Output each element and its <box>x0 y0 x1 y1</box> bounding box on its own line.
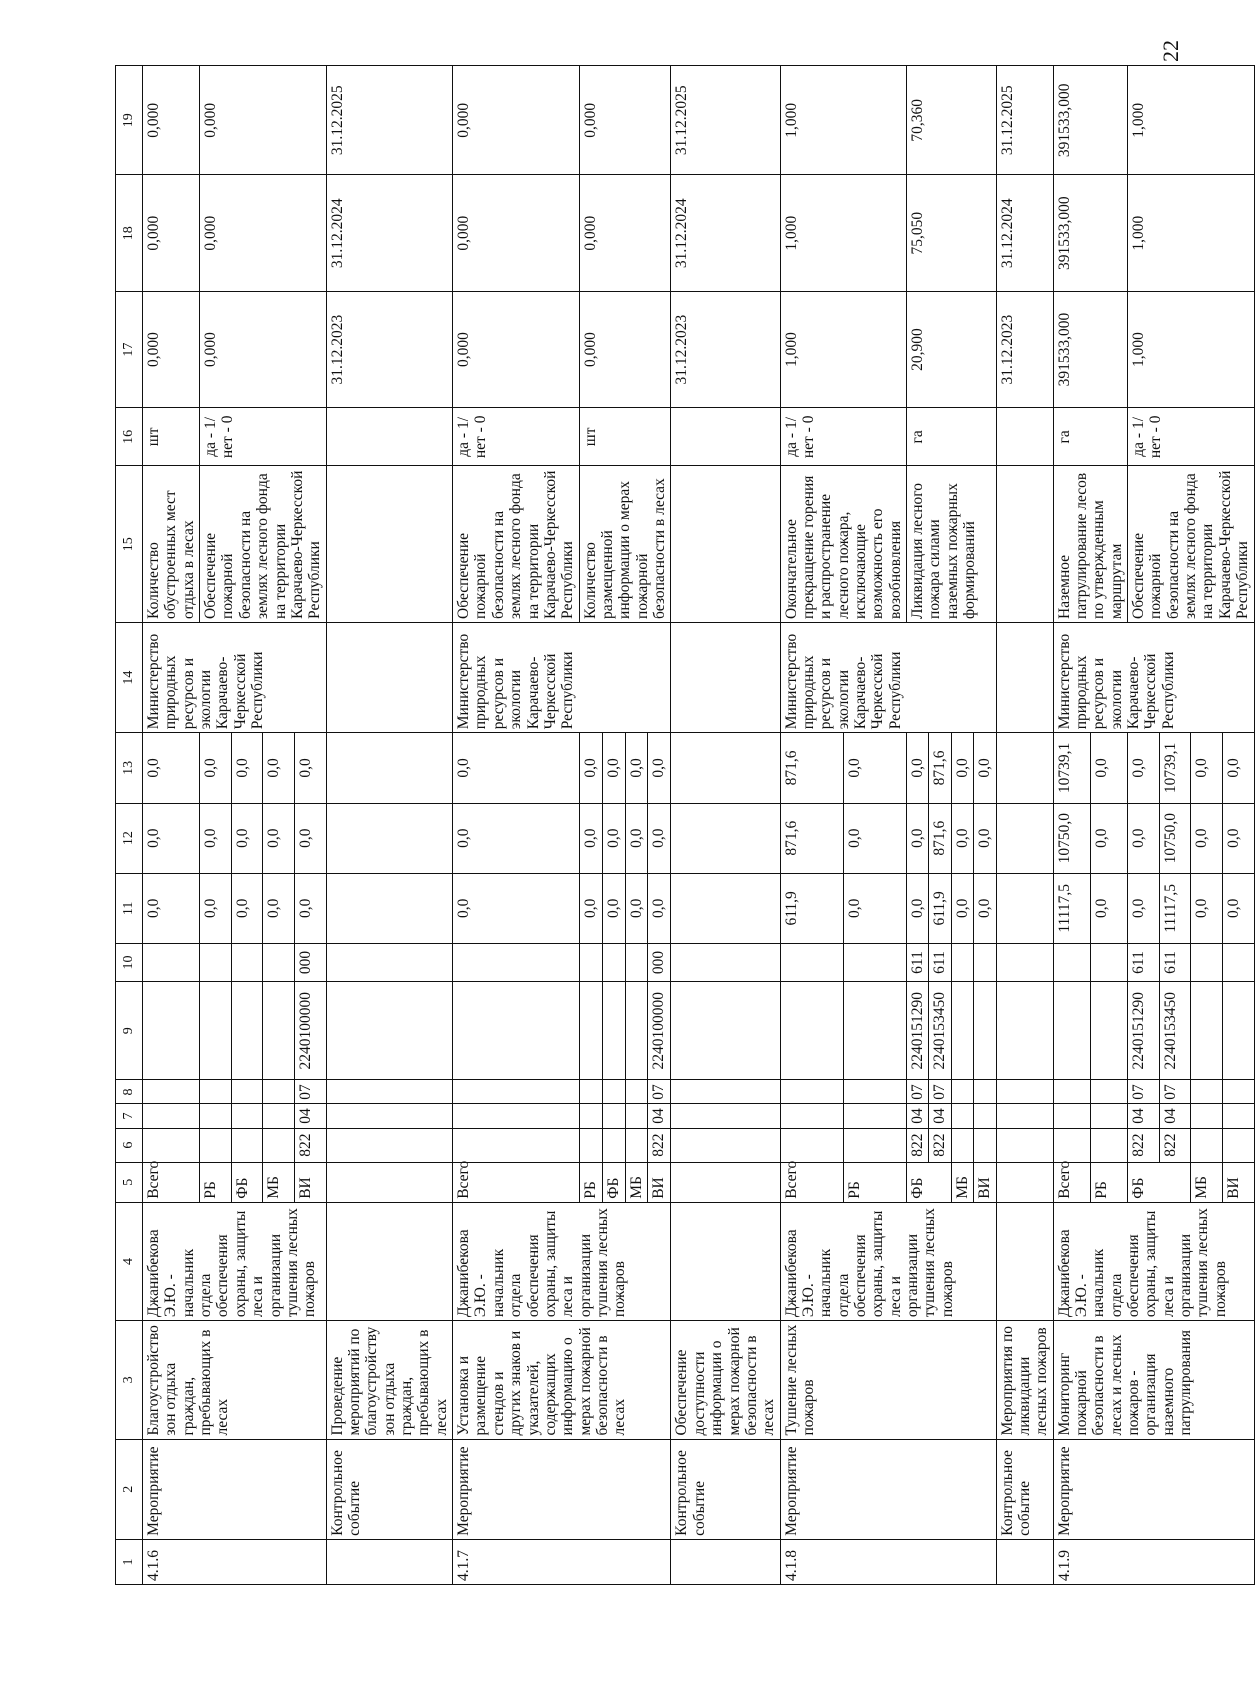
value-2023: 0,0 <box>1222 873 1254 943</box>
code-cell <box>143 1128 200 1162</box>
code-grbs: 822 <box>1128 1128 1160 1162</box>
measure-type: Мероприятие <box>780 1439 996 1539</box>
indicator-2025: 0,000 <box>143 66 200 176</box>
value-2023: 611,9 <box>780 873 843 943</box>
indicator-name: Количество обустроенных мест отдыха в лесах <box>143 466 200 623</box>
value-2023: 611,9 <box>929 873 951 943</box>
value-2023: 0,0 <box>974 873 996 943</box>
value-2024: 0,0 <box>1090 803 1127 873</box>
code-rz: 04 <box>648 1104 671 1128</box>
code-grbs: 822 <box>648 1128 671 1162</box>
indicator-2023: 20,900 <box>907 291 996 407</box>
value-2025: 0,0 <box>974 733 996 803</box>
indicator-2024: 1,000 <box>1128 175 1255 291</box>
code-csr: 2240153450 <box>929 982 951 1080</box>
responsible-person: Джанибекова Э.Ю. - начальник отдела обеспечения охраны, защиты леса и организации тушения лесных пожаров <box>453 1202 671 1320</box>
indicator-2024: 391533,000 <box>1053 175 1127 291</box>
executor: Министерство природных ресурсов и экологии Карачаево-Черкесской Республики <box>453 622 671 732</box>
code-csr: 2240100000 <box>294 982 326 1080</box>
funding-source: ФБ <box>1128 1162 1191 1202</box>
control-event-name: Проведение мероприятий по благоустройству зон отдыха граждан, пребывающих в лесах <box>326 1321 453 1439</box>
value-2025: 0,0 <box>200 733 232 803</box>
code-pr: 07 <box>1159 1080 1191 1104</box>
value-2025: 0,0 <box>1128 733 1160 803</box>
control-event-row <box>996 66 1053 1585</box>
indicator-unit: да - 1/ нет - 0 <box>453 408 580 466</box>
indicator-2023: 0,000 <box>200 291 327 407</box>
value-2023: 11117,5 <box>1053 873 1090 943</box>
indicator-2025: 0,000 <box>453 66 580 176</box>
value-2024: 0,0 <box>1222 803 1254 873</box>
measure-number: 4.1.6 <box>143 1539 327 1584</box>
funding-source: МБ <box>263 1162 295 1202</box>
indicator-name: Обеспечение пожарной безопасности на землях лесного фонда на территории Карачаево-Черкесской Республики <box>1128 466 1255 623</box>
col-header: 16 <box>116 408 143 466</box>
value-2024: 0,0 <box>200 803 232 873</box>
indicator-name: Обеспечение пожарной безопасности на землях лесного фонда на территории Карачаево-Черкесской Республики <box>200 466 327 623</box>
measure-type: Мероприятие <box>143 1439 327 1539</box>
value-2025: 0,0 <box>907 733 929 803</box>
control-date-2024: 31.12.2024 <box>326 175 453 291</box>
indicator-2025: 1,000 <box>780 66 907 176</box>
value-2023: 0,0 <box>143 873 200 943</box>
executor: Министерство природных ресурсов и экологии Карачаево-Черкесской Республики <box>143 622 327 732</box>
code-grbs: 822 <box>1159 1128 1191 1162</box>
value-2024: 0,0 <box>602 803 625 873</box>
measure-number: 4.1.9 <box>1053 1539 1254 1584</box>
code-pr: 07 <box>929 1080 951 1104</box>
funding-source: МБ <box>625 1162 648 1202</box>
code-cell <box>143 943 200 981</box>
code-pr: 07 <box>1128 1080 1160 1104</box>
value-2024: 0,0 <box>625 803 648 873</box>
code-csr: 2240100000 <box>648 982 671 1080</box>
indicator-2023: 1,000 <box>780 291 907 407</box>
value-2025: 0,0 <box>602 733 625 803</box>
value-2025: 0,0 <box>843 733 906 803</box>
code-vr: 611 <box>907 943 929 981</box>
value-2023: 0,0 <box>1128 873 1160 943</box>
indicator-2023: 391533,000 <box>1053 291 1127 407</box>
code-cell <box>143 982 200 1080</box>
funding-source: Всего <box>143 1162 200 1202</box>
measure-name: Установка и размещение стендов и других знаков и указателей, содержащих информацию о мерах пожарной безопасности в лесах <box>453 1321 671 1439</box>
value-2024: 0,0 <box>453 803 580 873</box>
control-event-row <box>326 66 453 1585</box>
value-2024: 0,0 <box>263 803 295 873</box>
value-2025: 10739,1 <box>1159 733 1191 803</box>
measure-row <box>143 66 200 1585</box>
value-2025: 10739,1 <box>1053 733 1090 803</box>
code-vr: 611 <box>1128 943 1160 981</box>
col-header: 13 <box>116 733 143 803</box>
value-2025: 0,0 <box>231 733 263 803</box>
indicator-name: Окончательное прекращение горения и распространение лесного пожара, исключающие возможность его возобновления <box>780 466 907 623</box>
value-2023: 0,0 <box>1090 873 1127 943</box>
col-header: 19 <box>116 66 143 176</box>
indicator-2025: 70,360 <box>907 66 996 176</box>
indicator-name: Наземное патрулирование лесов по утвержденным маршрутам <box>1053 466 1127 623</box>
code-pr: 07 <box>648 1080 671 1104</box>
measure-row <box>780 66 843 1585</box>
measure-row <box>453 66 580 1585</box>
code-rz: 04 <box>1128 1104 1160 1128</box>
indicator-2023: 0,000 <box>453 291 580 407</box>
col-header: 8 <box>116 1080 143 1104</box>
value-2023: 11117,5 <box>1159 873 1191 943</box>
code-rz: 04 <box>929 1104 951 1128</box>
code-grbs: 822 <box>907 1128 929 1162</box>
indicator-2025: 0,000 <box>200 66 327 176</box>
control-date-2025: 31.12.2025 <box>326 66 453 176</box>
indicator-2024: 1,000 <box>780 175 907 291</box>
responsible-person: Джанибекова Э.Ю. - начальник отдела обеспечения охраны, защиты леса и организации тушения лесных пожаров <box>1053 1202 1254 1320</box>
col-header: 17 <box>116 291 143 407</box>
funding-source: ВИ <box>294 1162 326 1202</box>
indicator-unit: да - 1/ нет - 0 <box>780 408 907 466</box>
indicator-2024: 0,000 <box>579 175 671 291</box>
program-measures-table <box>115 65 1255 1585</box>
value-2023: 0,0 <box>843 873 906 943</box>
control-date-2023: 31.12.2023 <box>671 291 780 407</box>
col-header: 6 <box>116 1128 143 1162</box>
code-grbs: 822 <box>294 1128 326 1162</box>
funding-source: МБ <box>1191 1162 1223 1202</box>
measure-type: Мероприятие <box>453 1439 671 1539</box>
code-vr: 611 <box>1159 943 1191 981</box>
code-pr: 07 <box>294 1080 326 1104</box>
value-2023: 0,0 <box>951 873 973 943</box>
measure-name: Мониторинг пожарной безопасности в лесах и лесных пожаров - организация наземного патрулирования <box>1053 1321 1254 1439</box>
value-2024: 0,0 <box>951 803 973 873</box>
control-event-type: Контрольное событие <box>671 1439 780 1539</box>
value-2025: 0,0 <box>1191 733 1223 803</box>
col-header: 10 <box>116 943 143 981</box>
value-2025: 0,0 <box>453 733 580 803</box>
measure-number: 4.1.7 <box>453 1539 671 1584</box>
col-header: 1 <box>116 1539 143 1584</box>
indicator-unit: шт <box>143 408 200 466</box>
code-csr: 2240153450 <box>1159 982 1191 1080</box>
code-csr: 2240151290 <box>1128 982 1160 1080</box>
funding-source: ФБ <box>602 1162 625 1202</box>
col-header: 7 <box>116 1104 143 1128</box>
col-header: 14 <box>116 622 143 732</box>
funding-source: РБ <box>200 1162 232 1202</box>
value-2023: 0,0 <box>579 873 602 943</box>
responsible-person: Джанибекова Э.Ю. - начальник отдела обеспечения охраны, защиты леса и организации тушения лесных пожаров <box>780 1202 996 1320</box>
control-date-2024: 31.12.2024 <box>671 175 780 291</box>
indicator-2024: 0,000 <box>453 175 580 291</box>
value-2023: 0,0 <box>648 873 671 943</box>
col-header: 12 <box>116 803 143 873</box>
code-rz: 04 <box>1159 1104 1191 1128</box>
code-cell <box>143 1080 200 1104</box>
funding-source: ФБ <box>907 1162 952 1202</box>
value-2024: 0,0 <box>1191 803 1223 873</box>
control-date-2023: 31.12.2023 <box>996 291 1053 407</box>
control-event-row <box>671 66 780 1585</box>
indicator-2023: 1,000 <box>1128 291 1255 407</box>
measure-number: 4.1.8 <box>780 1539 996 1584</box>
value-2023: 0,0 <box>453 873 580 943</box>
col-header: 9 <box>116 982 143 1080</box>
value-2024: 0,0 <box>143 803 200 873</box>
value-2024: 0,0 <box>974 803 996 873</box>
code-rz: 04 <box>294 1104 326 1128</box>
executor: Министерство природных ресурсов и экологии Карачаево-Черкесской Республики <box>1053 622 1254 732</box>
value-2024: 10750,0 <box>1053 803 1090 873</box>
indicator-unit: да - 1/ нет - 0 <box>1128 408 1255 466</box>
funding-source: Всего <box>780 1162 843 1202</box>
value-2025: 0,0 <box>579 733 602 803</box>
indicator-unit: га <box>907 408 996 466</box>
value-2025: 0,0 <box>263 733 295 803</box>
funding-source: РБ <box>1090 1162 1127 1202</box>
indicator-name: Обеспечение пожарной безопасности на землях лесного фонда на территории Карачаево-Черкесской Республики <box>453 466 580 623</box>
code-vr: 000 <box>648 943 671 981</box>
control-event-name: Обеспечение доступности информации о мерах пожарной безопасности в лесах <box>671 1321 780 1439</box>
value-2024: 0,0 <box>843 803 906 873</box>
executor: Министерство природных ресурсов и экологии Карачаево-Черкесской Республики <box>780 622 996 732</box>
control-date-2025: 31.12.2025 <box>671 66 780 176</box>
value-2023: 0,0 <box>625 873 648 943</box>
control-date-2023: 31.12.2023 <box>326 291 453 407</box>
responsible-person: Джанибекова Э.Ю. - начальник отдела обеспечения охраны, защиты леса и организации тушения лесных пожаров <box>143 1202 327 1320</box>
value-2024: 0,0 <box>231 803 263 873</box>
value-2024: 871,6 <box>780 803 843 873</box>
col-header: 18 <box>116 175 143 291</box>
value-2025: 0,0 <box>625 733 648 803</box>
indicator-2025: 1,000 <box>1128 66 1255 176</box>
control-date-2025: 31.12.2025 <box>996 66 1053 176</box>
indicator-2023: 0,000 <box>579 291 671 407</box>
rotated-table-container <box>115 65 1252 1585</box>
indicator-2024: 0,000 <box>200 175 327 291</box>
value-2025: 0,0 <box>648 733 671 803</box>
measure-type: Мероприятие <box>1053 1439 1254 1539</box>
control-event-type: Контрольное событие <box>326 1439 453 1539</box>
value-2024: 0,0 <box>907 803 929 873</box>
column-number-header-row <box>116 66 143 1585</box>
funding-source: РБ <box>843 1162 906 1202</box>
control-event-name: Мероприятия по ликвидации лесных пожаров <box>996 1321 1053 1439</box>
indicator-name: Ликвидация лесного пожара силами наземных пожарных формирований <box>907 466 996 623</box>
indicator-2025: 0,000 <box>579 66 671 176</box>
funding-source: РБ <box>579 1162 602 1202</box>
value-2023: 0,0 <box>263 873 295 943</box>
measure-row <box>1053 66 1090 1585</box>
code-pr: 07 <box>907 1080 929 1104</box>
indicator-2024: 0,000 <box>143 175 200 291</box>
value-2025: 0,0 <box>294 733 326 803</box>
funding-source: ВИ <box>648 1162 671 1202</box>
value-2023: 0,0 <box>1191 873 1223 943</box>
indicator-2023: 0,000 <box>143 291 200 407</box>
value-2024: 0,0 <box>648 803 671 873</box>
value-2023: 0,0 <box>602 873 625 943</box>
value-2025: 0,0 <box>951 733 973 803</box>
code-vr: 611 <box>929 943 951 981</box>
indicator-unit: да - 1/ нет - 0 <box>200 408 327 466</box>
value-2023: 0,0 <box>907 873 929 943</box>
indicator-name: Количество размещенной информации о мерах пожарной безопасности в лесах <box>579 466 671 623</box>
funding-source: ВИ <box>1222 1162 1254 1202</box>
code-csr: 2240151290 <box>907 982 929 1080</box>
value-2024: 10750,0 <box>1159 803 1191 873</box>
funding-source: Всего <box>1053 1162 1090 1202</box>
control-event-type: Контрольное событие <box>996 1439 1053 1539</box>
control-date-2024: 31.12.2024 <box>996 175 1053 291</box>
col-header: 3 <box>116 1321 143 1439</box>
measure-name: Тушение лесных пожаров <box>780 1321 996 1439</box>
code-vr: 000 <box>294 943 326 981</box>
code-grbs: 822 <box>929 1128 951 1162</box>
col-header: 2 <box>116 1439 143 1539</box>
measure-name: Благоустройство зон отдыха граждан, пребывающих в лесах <box>143 1321 327 1439</box>
col-header: 15 <box>116 466 143 623</box>
value-2023: 0,0 <box>200 873 232 943</box>
code-cell <box>143 1104 200 1128</box>
page-number: 22 <box>1158 40 1183 62</box>
indicator-unit: га <box>1053 408 1127 466</box>
value-2025: 0,0 <box>143 733 200 803</box>
value-2025: 871,6 <box>929 733 951 803</box>
funding-source: ВИ <box>974 1162 996 1202</box>
value-2024: 0,0 <box>1128 803 1160 873</box>
code-rz: 04 <box>907 1104 929 1128</box>
funding-source: Всего <box>453 1162 580 1202</box>
col-header: 4 <box>116 1202 143 1320</box>
col-header: 11 <box>116 873 143 943</box>
value-2024: 0,0 <box>294 803 326 873</box>
funding-source: МБ <box>951 1162 973 1202</box>
value-2025: 0,0 <box>1222 733 1254 803</box>
value-2023: 0,0 <box>294 873 326 943</box>
value-2023: 0,0 <box>231 873 263 943</box>
value-2025: 871,6 <box>780 733 843 803</box>
funding-source: ФБ <box>231 1162 263 1202</box>
indicator-2025: 391533,000 <box>1053 66 1127 176</box>
value-2025: 0,0 <box>1090 733 1127 803</box>
indicator-unit: шт <box>579 408 671 466</box>
value-2024: 871,6 <box>929 803 951 873</box>
col-header: 5 <box>116 1162 143 1202</box>
value-2024: 0,0 <box>579 803 602 873</box>
indicator-2024: 75,050 <box>907 175 996 291</box>
